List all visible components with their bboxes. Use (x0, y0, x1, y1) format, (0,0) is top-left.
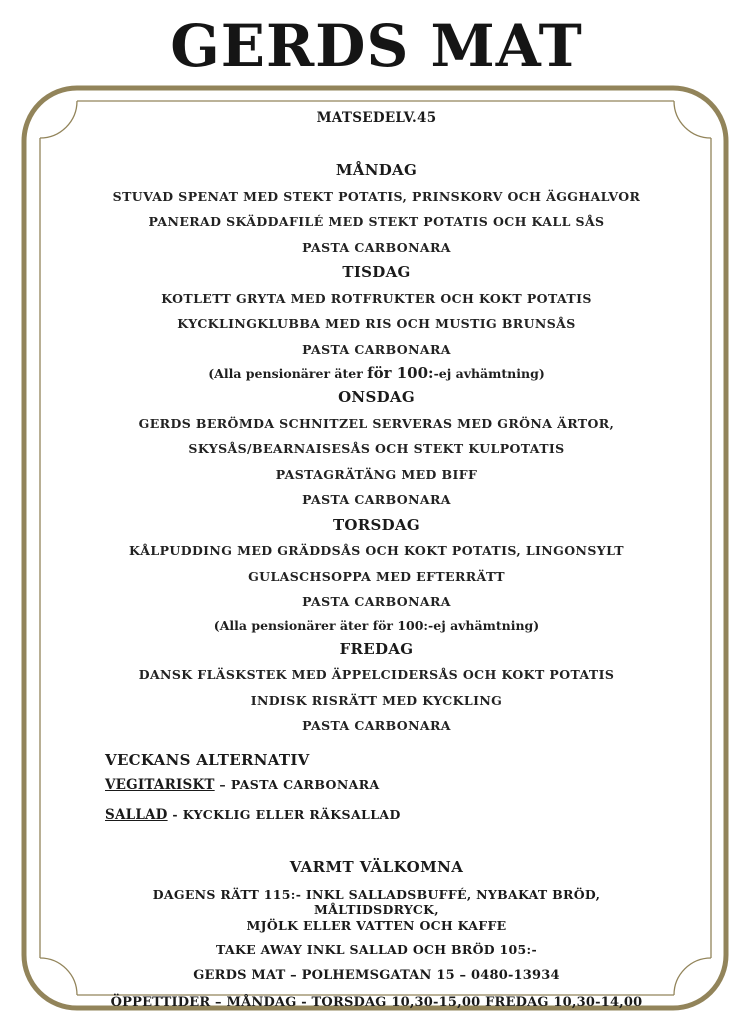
alternative-value: KYCKLIG ELLER RÄKSALLAD (182, 807, 401, 822)
menu-item: PASTA CARBONARA (302, 341, 451, 357)
menu-item: SKYSÅS/BEARNAISESÅS OCH STEKT KULPOTATIS (188, 441, 565, 456)
day-heading-monday: MÅNDAG (335, 161, 418, 179)
hours-line: ÖPPETTIDER – MÅNDAG - TORSDAG 10,30-15,00 FREDAG 10,30-14,00 (110, 995, 643, 1010)
menu-item: KÅLPUDDING MED GRÄDDSÅS OCH KOKT POTATIS, LINGONSYLT (129, 543, 624, 558)
alternative-value: PASTA CARBONARA (230, 776, 380, 792)
day-heading-tuesday: TISDAG (342, 263, 411, 281)
menu-item: PASTA CARBONARA (302, 492, 451, 507)
price-info-line2: MJÖLK ELLER VATTEN OCH KAFFE (246, 917, 507, 933)
price-info-line1: DAGENS RÄTT 115:- INKL SALLADSBUFFÉ, NYBAKAT BRÖD, MÅLTIDSDRYCK, (152, 886, 601, 917)
alternative-separator: – (214, 776, 231, 792)
pensioner-note-price: för 100: (367, 364, 434, 382)
page-title: GERDS MAT (170, 12, 583, 80)
alternative-row-salad (105, 801, 753, 830)
takeaway-line: TAKE AWAY INKL SALLAD OCH BRÖD 105:- (216, 942, 537, 957)
day-heading-thursday: TORSDAG (332, 515, 421, 534)
menu-item: GULASCHSOPPA MED EFTERRÄTT (248, 568, 505, 584)
alternative-separator: - (167, 807, 183, 822)
pensioner-note-suffix: -ej avhämtning) (433, 366, 545, 381)
menu-item: DANSK FLÄSKSTEK MED ÄPPELCIDERSÅS OCH KOKT POTATIS (138, 667, 615, 682)
menu-item: PASTA CARBONARA (302, 718, 451, 733)
menu-item: GERDS BERÖMDA SCHNITZEL SERVERAS MED GRÖNA ÄRTOR, (138, 415, 615, 431)
menu-item: KYCKLINGKLUBBA MED RIS OCH MUSTIG BRUNSÅS (177, 316, 576, 331)
menu-item: PASTA CARBONARA (302, 594, 451, 609)
footer-section (0, 858, 753, 1012)
weekly-menu (0, 158, 753, 739)
alternative-label: SALLAD (105, 807, 168, 823)
day-heading-friday: FREDAG (339, 639, 414, 658)
menu-item: INDISK RISRÄTT MED KYCKLING (250, 692, 503, 708)
day-heading-wednesday: ONSDAG (338, 388, 415, 406)
alternative-label: VEGITARISKT (105, 776, 215, 793)
menu-item: PASTAGRÄTÄNG MED BIFF (275, 466, 478, 482)
weekly-alternatives (0, 751, 753, 830)
welcome-heading: VARMT VÄLKOMNA (289, 857, 464, 876)
menu-item: PANERAD SKÄDDAFILÉ MED STEKT POTATIS OCH KALL SÅS (148, 214, 605, 229)
menu-week-subtitle: MATSEDELV.45 (316, 110, 437, 126)
alternatives-heading: VECKANS ALTERNATIV (105, 750, 310, 769)
menu-item: KOTLETT GRYTA MED ROTFRUKTER OCH KOKT POTATIS (161, 290, 592, 306)
pensioner-note-prefix: (Alla pensionärer äter (208, 366, 368, 381)
menu-item: STUVAD SPENAT MED STEKT POTATIS, PRINSKORV OCH ÄGGHALVOR (112, 188, 641, 204)
alternative-row-vegetarian (105, 771, 753, 800)
menu-item: PASTA CARBONARA (302, 239, 451, 255)
contact-line: GERDS MAT – POLHEMSGATAN 15 – 0480-13934 (193, 968, 560, 983)
pensioner-note-thursday: (Alla pensionärer äter för 100:-ej avhämtning) (213, 617, 540, 633)
pensioner-note-tuesday (0, 362, 753, 385)
